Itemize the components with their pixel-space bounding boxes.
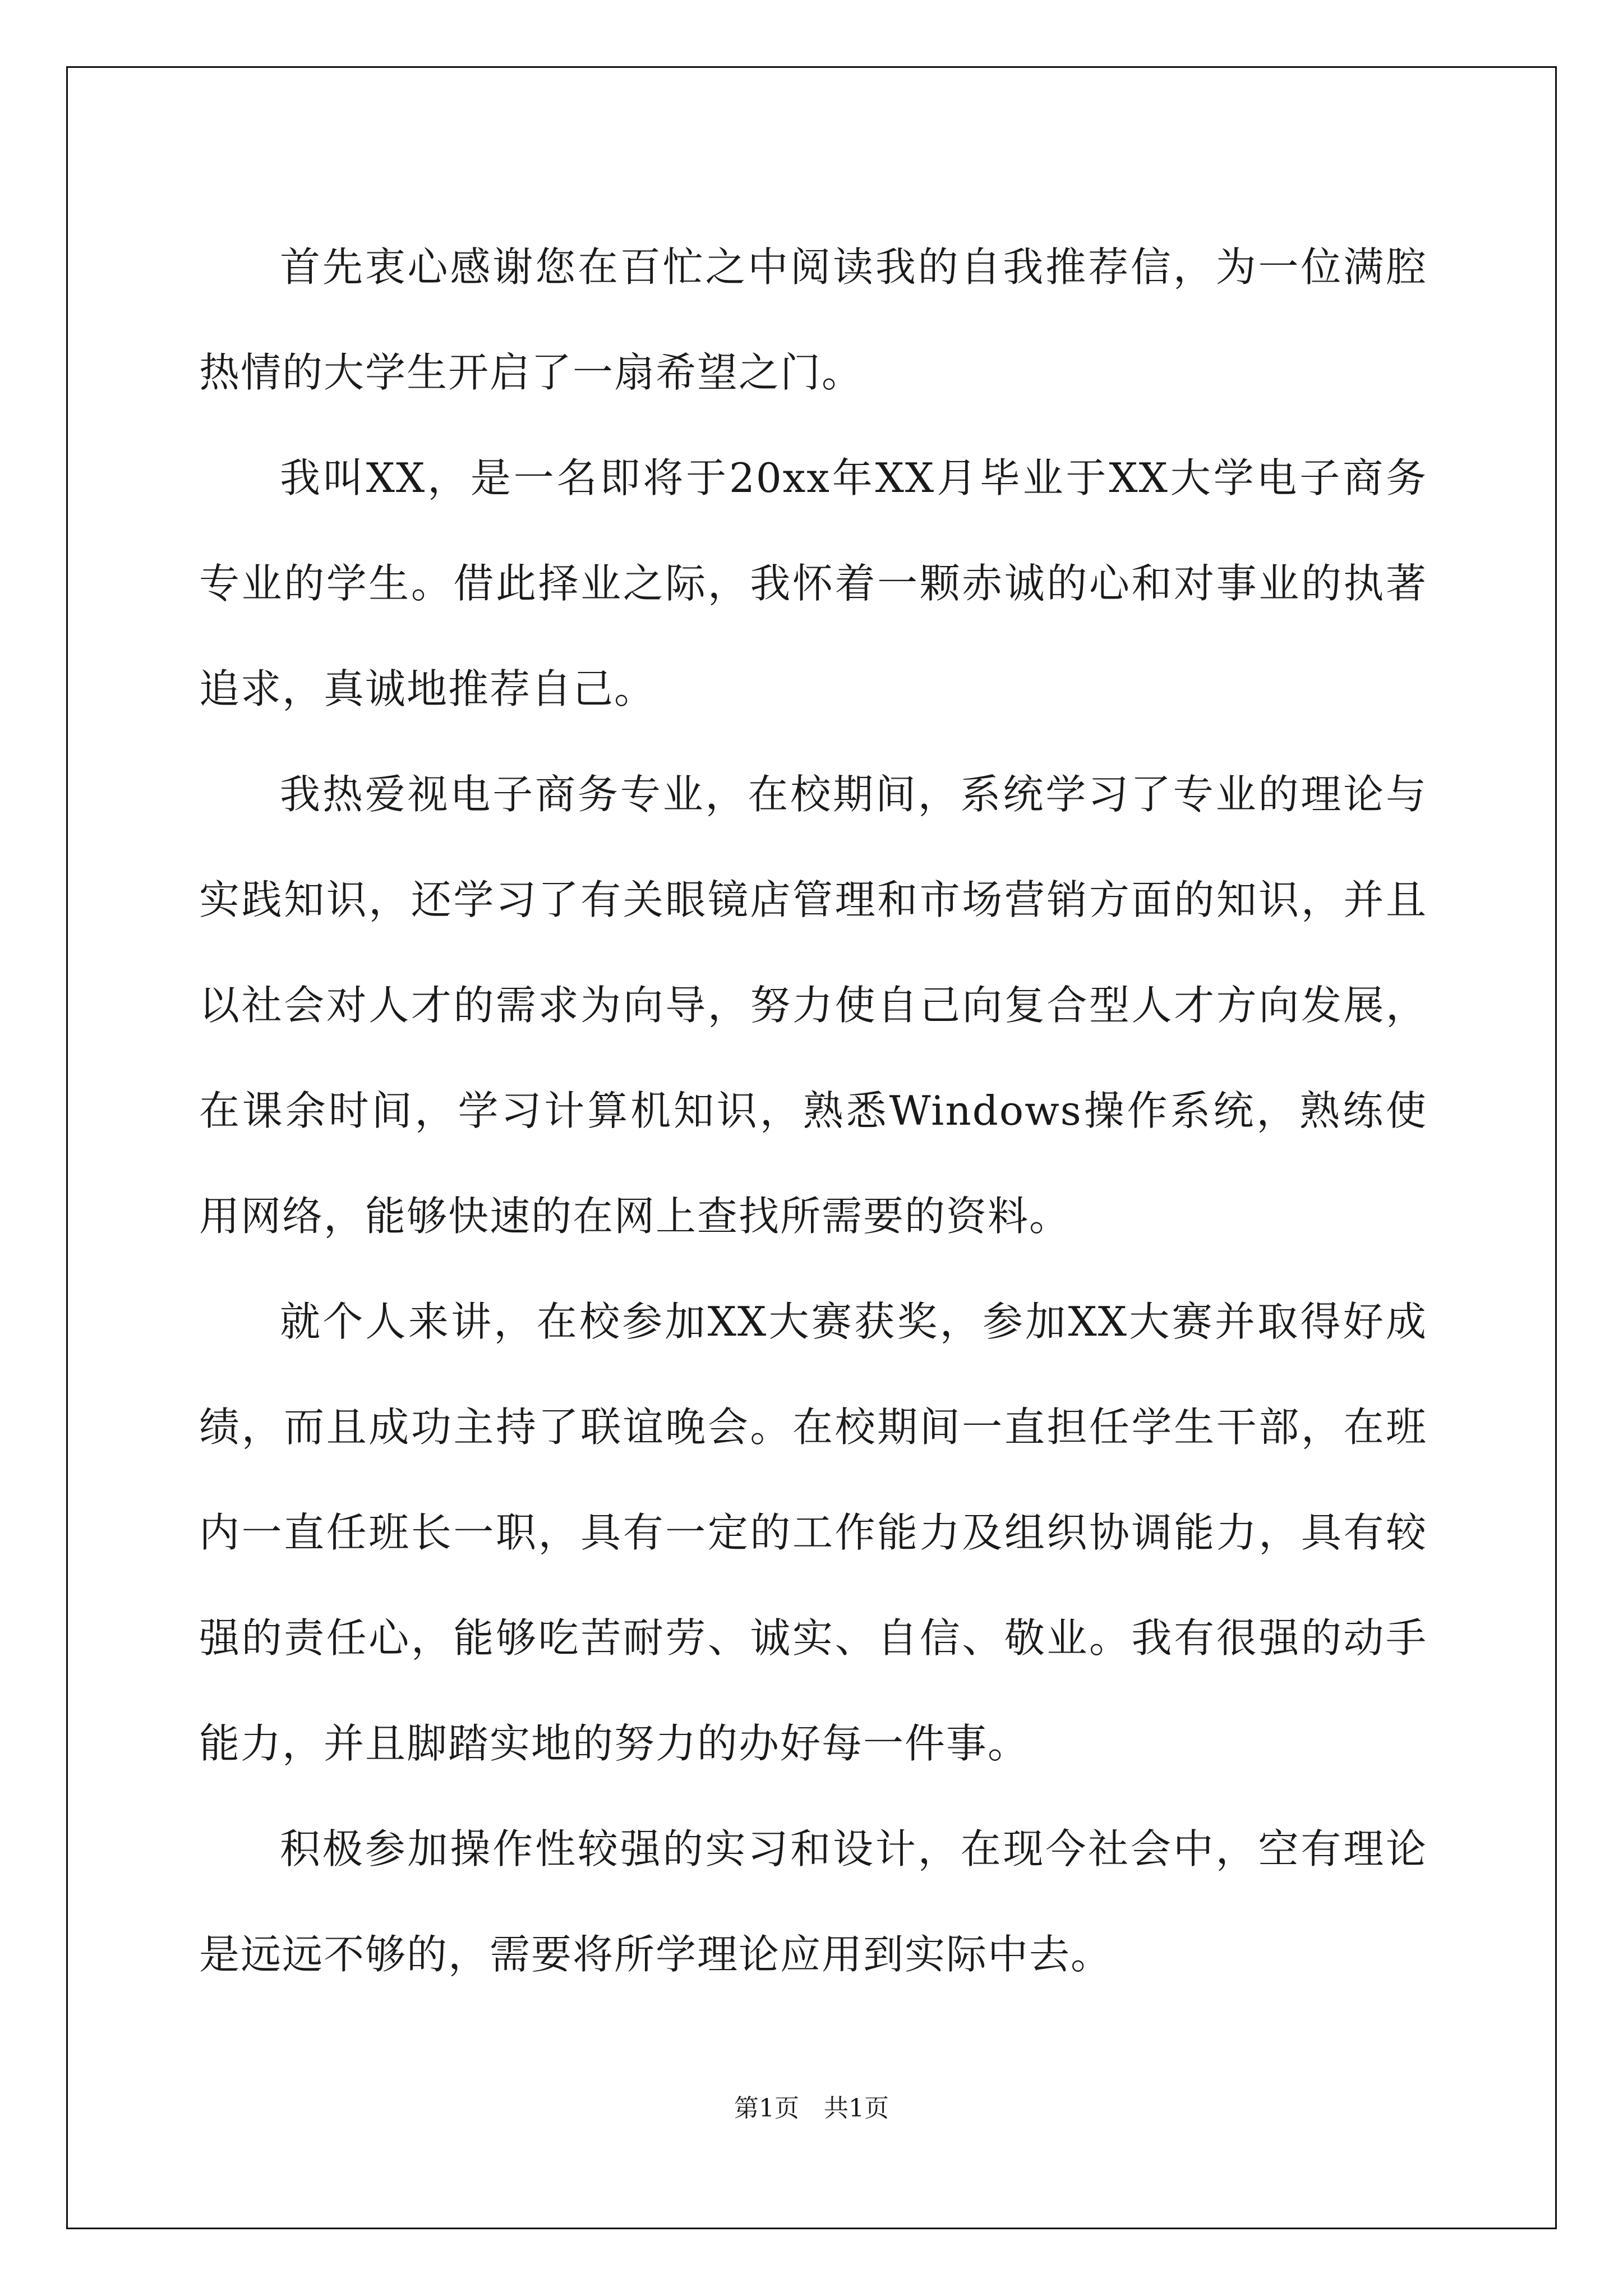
- paragraph-achievements: 就个人来讲，在校参加XX大赛获奖，参加XX大赛并取得好成绩，而且成功主持了联谊晚会。在校期间一直担任学生干部，在班内一直任班长一职，具有一定的工作能力及组织协调能力，具有较强的责任心，能够吃苦耐劳、诚实、自信、敬业。我有很强的动手能力，并且脚踏实地的努力的办好每一件事。: [199, 1298, 1427, 1767]
- page-total: 共1页: [824, 2094, 889, 2123]
- paragraph-introduction: 我叫XX，是一名即将于20xx年XX月毕业于XX大学电子商务专业的学生。借此择业之际，我怀着一颗赤诚的心和对事业的执著追求，真诚地推荐自己。: [199, 454, 1427, 712]
- paragraph-gratitude: 首先衷心感谢您在百忙之中阅读我的自我推荐信，为一位满腔热情的大学生开启了一扇希望之门。: [199, 243, 1427, 396]
- paragraph-studies: 我热爱视电子商务专业，在校期间，系统学习了专业的理论与实践知识，还学习了有关眼镜店管理和市场营销方面的知识，并且以社会对人才的需求为向导，努力使自己向复合型人才方向发展，在课余时间，学习计算机知识，熟悉Windows操作系统，熟练使用网络，能够快速的在网上查找所需要的资料。: [199, 771, 1427, 1240]
- letter-body: [199, 214, 1427, 2007]
- page-number: 第1页: [734, 2094, 799, 2123]
- paragraph-practice: 积极参加操作性较强的实习和设计，在现今社会中，空有理论是远远不够的，需要将所学理论应用到实际中去。: [199, 1825, 1427, 1978]
- page-footer: [0, 2088, 1623, 2124]
